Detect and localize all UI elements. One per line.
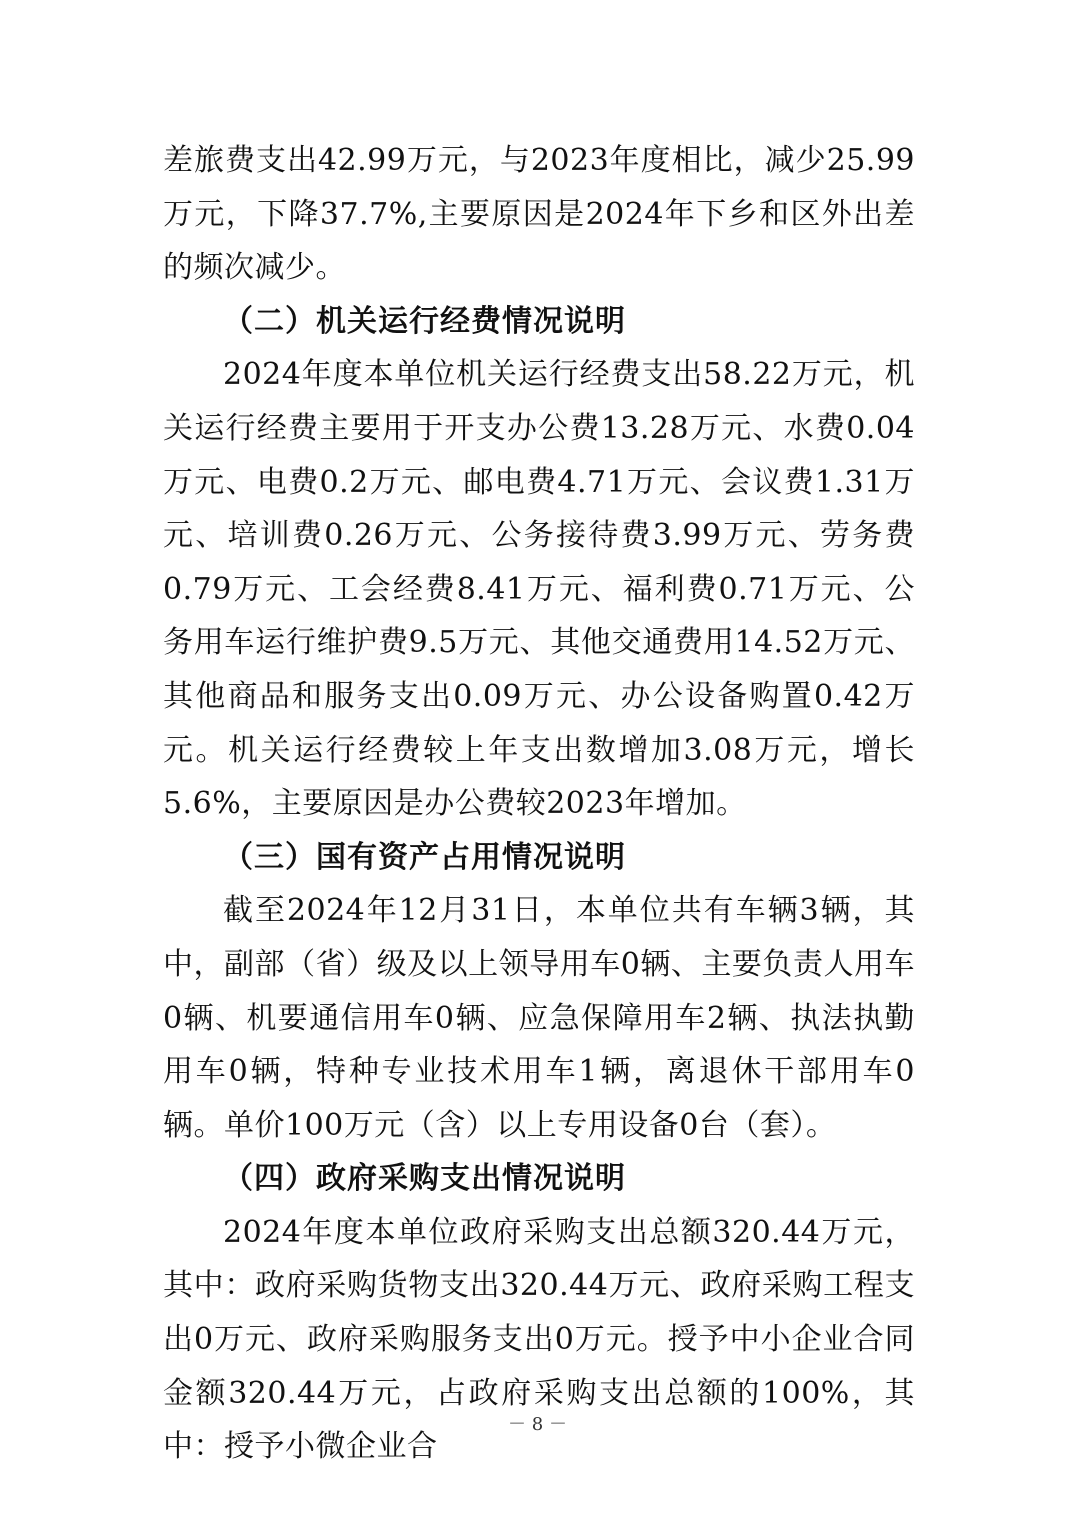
document-body xyxy=(163,134,915,1474)
heading-government-procurement: （四）政府采购支出情况说明 xyxy=(223,1161,626,1197)
heading-operating-expenses: （二）机关运行经费情况说明 xyxy=(223,303,626,339)
paragraph-state-assets: 截至2024年12月31日，本单位共有车辆3辆，其中，副部（省）级及以上领导用车0辆、主要负责人用车0辆、机要通信用车0辆、应急保障用车2辆、执法执勤用车0辆，特种专业技术用车1辆，离退休干部用车0辆。单价100万元（含）以上专用设备0台（套）。 xyxy=(163,893,915,1143)
paragraph-operating-expenses: 2024年度本单位机关运行经费支出58.22万元，机关运行经费主要用于开支办公费13.28万元、水费0.04万元、电费0.2万元、邮电费4.71万元、会议费1.31万元、培训费0.26万元、公务接待费3.99万元、劳务费0.79万元、工会经费8.41万元、福利费0.71万元、公务用车运行维护费9.5万元、其他交通费用14.52万元、其他商品和服务支出0.09万元、办公设备购置0.42万元。机关运行经费较上年支出数增加3.08万元，增长5.6%，主要原因是办公费较2023年增加。 xyxy=(163,357,915,822)
paragraph-government-procurement: 2024年度本单位政府采购支出总额320.44万元，其中：政府采购货物支出320.44万元、政府采购工程支出0万元、政府采购服务支出0万元。授予中小企业合同金额320.44万元，占政府采购支出总额的100%，其中：授予小微企业合 xyxy=(163,1214,915,1465)
page-number: － 8 － xyxy=(508,1414,567,1435)
paragraph-travel-expenses: 差旅费支出42.99万元，与2023年度相比，减少25.99万元，下降37.7%,主要原因是2024年下乡和区外出差的频次减少。 xyxy=(163,143,915,286)
heading-state-assets: （三）国有资产占用情况说明 xyxy=(223,839,626,875)
